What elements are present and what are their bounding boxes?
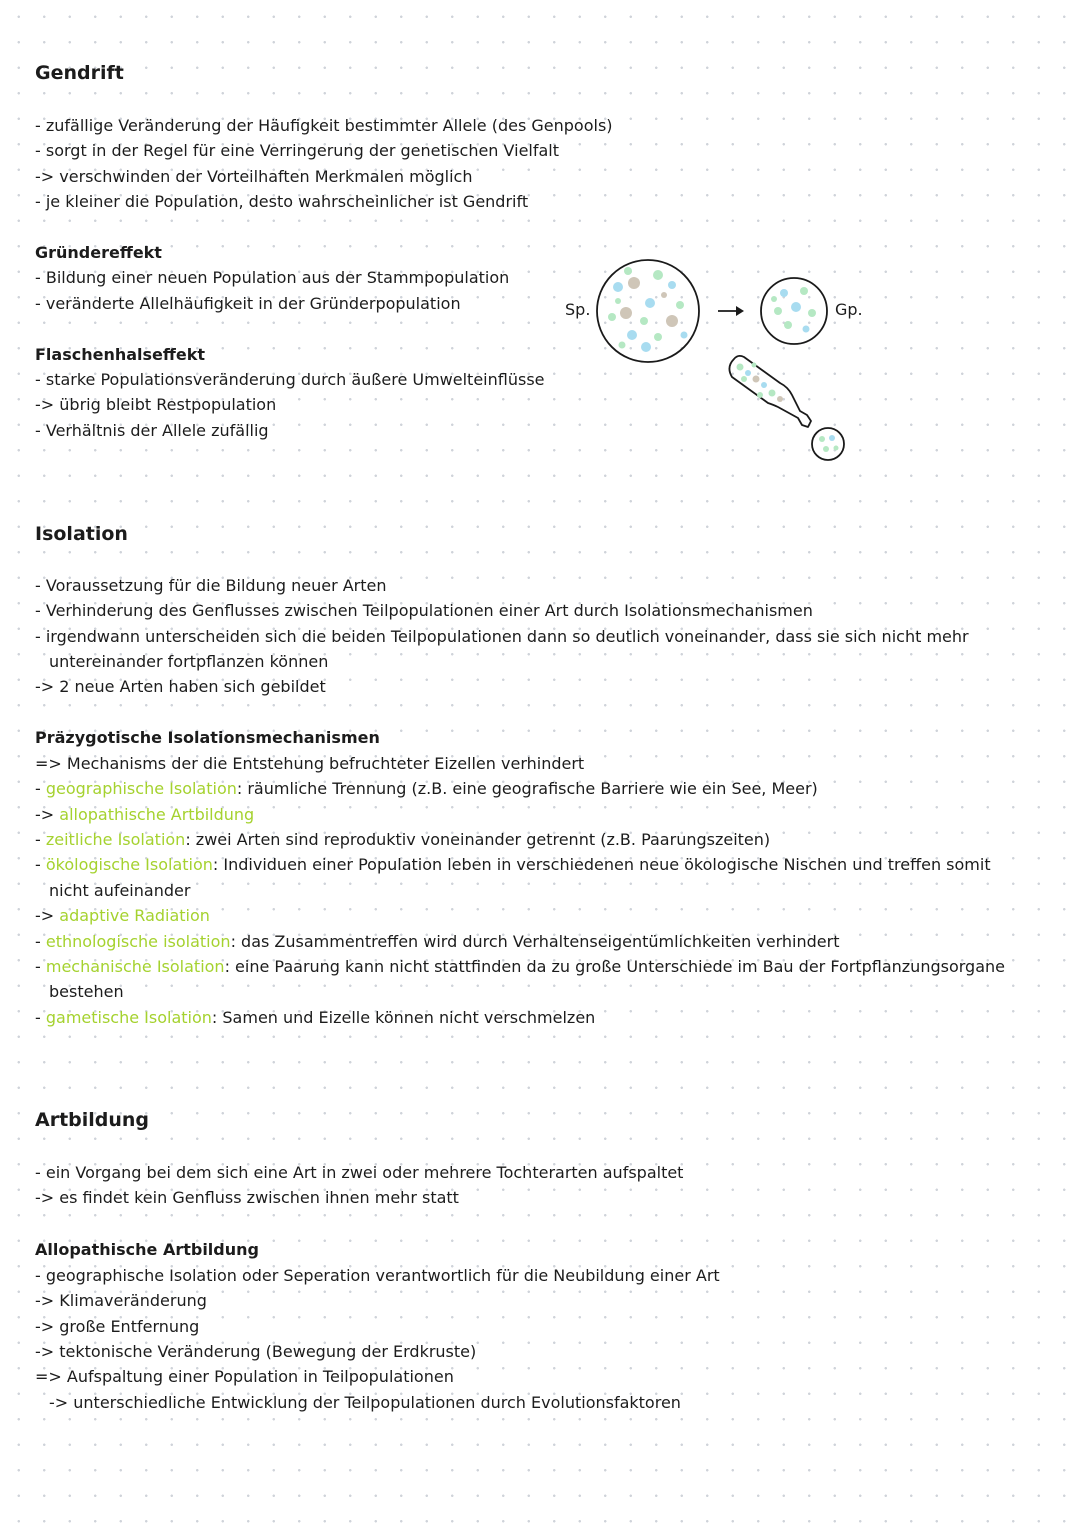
section-title-isolation: Isolation (35, 523, 128, 545)
text-line: - Verhinderung des Genflusses zwischen Teilpopulationen einer Art durch Isolationsmechanismen (35, 601, 813, 620)
definition: : Samen und Eizelle können nicht verschmelzen (211, 1008, 596, 1027)
text-line-geographische (35, 779, 818, 799)
highlight-term: zeitliche Isolation (45, 830, 186, 849)
highlight-term: adaptive Radiation (59, 906, 210, 925)
prefix: - (35, 830, 46, 849)
text-line-zeitliche (35, 830, 770, 850)
text-line-allopathisch (35, 805, 254, 825)
text-line: - veränderte Allelhäufigkeit in der Gründerpopulation (35, 294, 461, 313)
section-title-gendrift: Gendrift (35, 62, 124, 84)
subtitle-praezygotisch: Präzygotische Isolationsmechanismen (35, 728, 380, 747)
text-line: - starke Populationsveränderung durch äußere Umwelteinflüsse (35, 370, 545, 389)
prefix: - (35, 855, 46, 874)
subtitle-flaschenhalseffekt: Flaschenhalseffekt (35, 345, 205, 364)
diagram-drawing (560, 255, 880, 470)
definition: : räumliche Trennung (z.B. eine geografische Barriere wie ein See, Meer) (236, 779, 818, 798)
highlight-term: ökologische Isolation (45, 855, 213, 874)
definition: : Individuen einer Population leben in verschiedenen neue ökologische Nischen und treffen somit (212, 855, 991, 874)
population-diagram (560, 255, 880, 470)
prefix: - (35, 779, 46, 798)
highlight-term: allopathische Artbildung (59, 805, 255, 824)
text-line: - Voraussetzung für die Bildung neuer Arten (35, 576, 387, 595)
text-line-gametische (35, 1008, 595, 1028)
highlight-term: geographische Isolation (45, 779, 237, 798)
text-line: -> Klimaveränderung (35, 1291, 207, 1310)
subtitle-allopathische-artbildung: Allopathische Artbildung (35, 1240, 259, 1259)
label-stammpopulation: Sp. (565, 300, 591, 319)
text-line: - zufällige Veränderung der Häufigkeit bestimmter Allele (des Genpools) (35, 116, 613, 135)
text-line: - Verhältnis der Allele zufällig (35, 421, 269, 440)
arrow-icon (718, 306, 744, 316)
text-line: - ein Vorgang bei dem sich eine Art in zwei oder mehrere Tochterarten aufspaltet (35, 1163, 684, 1182)
text-line: -> übrig bleibt Restpopulation (35, 395, 277, 414)
text-line: => Aufspaltung einer Population in Teilpopulationen (35, 1367, 454, 1386)
text-line-adaptive (35, 906, 210, 926)
prefix: - (35, 932, 46, 951)
text-line: -> große Entfernung (35, 1317, 200, 1336)
text-line: - irgendwann unterscheiden sich die beiden Teilpopulationen dann so deutlich voneinander, dass sie sich nicht mehr (35, 627, 969, 646)
restpopulation-circle (812, 428, 844, 460)
prefix: - (35, 957, 46, 976)
text-line: -> verschwinden der Vorteilhaften Merkmalen möglich (35, 167, 473, 186)
section-title-artbildung: Artbildung (35, 1109, 150, 1131)
prefix: - (35, 1008, 46, 1027)
prefix: -> (35, 805, 60, 824)
text-line-oekologische (35, 855, 991, 875)
highlight-term: gametische Isolation (45, 1008, 212, 1027)
text-line: untereinander fortpflanzen können (49, 652, 329, 671)
gruenderpopulation-circle (761, 278, 827, 344)
stammpopulation-circle (597, 260, 699, 362)
definition: : eine Paarung kann nicht stattfinden da zu große Unterschiede im Bau der Fortpflanzungsorgane (224, 957, 1005, 976)
bottle-icon (729, 356, 811, 427)
text-line-ethnologische (35, 932, 839, 952)
prefix: -> (35, 906, 60, 925)
text-line: -> es findet kein Genfluss zwischen ihnen mehr statt (35, 1188, 459, 1207)
definition: : zwei Arten sind reproduktiv voneinander getrennt (z.B. Paarungszeiten) (185, 830, 771, 849)
definition: : das Zusammentreffen wird durch Verhaltenseigentümlichkeiten verhindert (230, 932, 840, 951)
subtitle-gruendereffekt: Gründereffekt (35, 243, 162, 262)
text-line-mechanische (35, 957, 1005, 977)
text-line: -> unterschiedliche Entwicklung der Teilpopulationen durch Evolutionsfaktoren (49, 1393, 681, 1412)
label-gruenderpopulation: Gp. (835, 300, 863, 319)
highlight-term: mechanische Isolation (45, 957, 225, 976)
text-line: -> tektonische Veränderung (Bewegung der Erdkruste) (35, 1342, 477, 1361)
text-line: nicht aufeinander (49, 881, 191, 900)
text-line: - sorgt in der Regel für eine Verringerung der genetischen Vielfalt (35, 141, 560, 160)
text-line: bestehen (49, 982, 124, 1001)
text-line: -> 2 neue Arten haben sich gebildet (35, 677, 326, 696)
text-line: => Mechanisms der die Entstehung befruchteter Eizellen verhindert (35, 754, 585, 773)
text-line: - Bildung einer neuen Population aus der Stammpopulation (35, 268, 510, 287)
text-line: - geographische Isolation oder Seperation verantwortlich für die Neubildung einer Art (35, 1266, 720, 1285)
text-line: - je kleiner die Population, desto wahrscheinlicher ist Gendrift (35, 192, 529, 211)
highlight-term: ethnologische isolation (45, 932, 231, 951)
